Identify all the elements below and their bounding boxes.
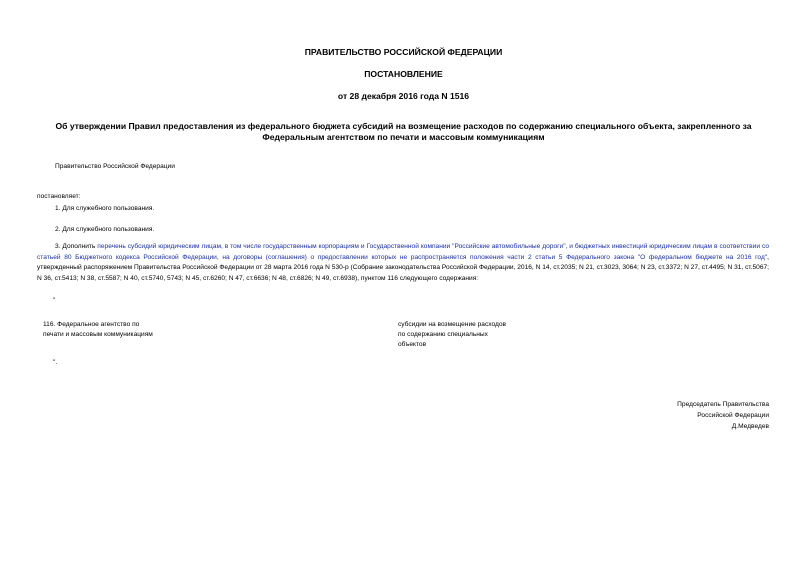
title-line-2: Федеральным агентством по печати и массовым коммуникациям [262, 132, 545, 142]
document-title [0, 121, 807, 143]
row-left-cell [43, 320, 153, 340]
quote-close: ". [53, 359, 58, 366]
item-1: 1. Для служебного пользования. [55, 205, 155, 212]
row-left-line-2: печати и массовым коммуникациям [43, 331, 153, 338]
title-line-1: Об утверждении Правил предоставления из федерального бюджета субсидий на возмещение расходов по содержанию специального объекта, закрепленного за [55, 121, 752, 131]
row-right-line-2: по содержанию специальных [398, 331, 488, 338]
item-2: 2. Для служебного пользования. [55, 226, 155, 233]
resolves-text: постановляет: [37, 193, 81, 200]
row-right-line-3: объектов [398, 341, 427, 348]
signature-title: Председатель Правительства [677, 401, 769, 408]
document-type: ПОСТАНОВЛЕНИЕ [364, 69, 443, 79]
signature-country: Российской Федерации [697, 412, 769, 419]
row-right-line-1: субсидии на возмещение расходов [398, 321, 507, 328]
quote-open: " [53, 297, 56, 304]
item-3-suffix: , утвержденный распоряжением Правительства Российской Федерации от 28 марта 2016 года N 530-р (Собрание законодательства Российской Федерации, 2016, N 14, ст.2035; N 21, ст.3023, 3064; N 23, ст.3372; N 27, ст.4495; N 31, ст.5067; N 36, ст.5413; N 38, ст.5587; N 40, ст.5740, 5743; N 45, ст.6260; N 47, ст.6636; N 48, ст.6826; N 49, ст.6938), пунктом 116 следующего содержания: [37, 253, 769, 282]
government-heading: ПРАВИТЕЛЬСТВО РОССИЙСКОЙ ФЕДЕРАЦИИ [304, 47, 503, 57]
item-3-prefix: 3. Дополнить [55, 243, 98, 250]
signature-name: Д.Медведев [731, 423, 769, 430]
row-right-cell [398, 320, 506, 350]
document-date-number: от 28 декабря 2016 года N 1516 [337, 91, 470, 101]
row-left-line-1: 116. Федеральное агентство по [43, 321, 140, 328]
subsidy-list-link[interactable]: перечень субсидий юридическим лицам, в том числе государственным корпорациям и Государственной компании "Российские автомобильные дороги", и бюджетных инвестиций юридическим лицам в соответствии со статьей 80 Бюджетного кодекса Российской Федерации, на договоры (соглашения) о предоставлении которых не распространяется положения части 2 статьи 5 Федерального закона "О федеральном бюджете на 2016 год" [37, 243, 769, 261]
intro-text: Правительство Российской Федерации [55, 163, 175, 170]
item-3-paragraph [37, 242, 769, 284]
